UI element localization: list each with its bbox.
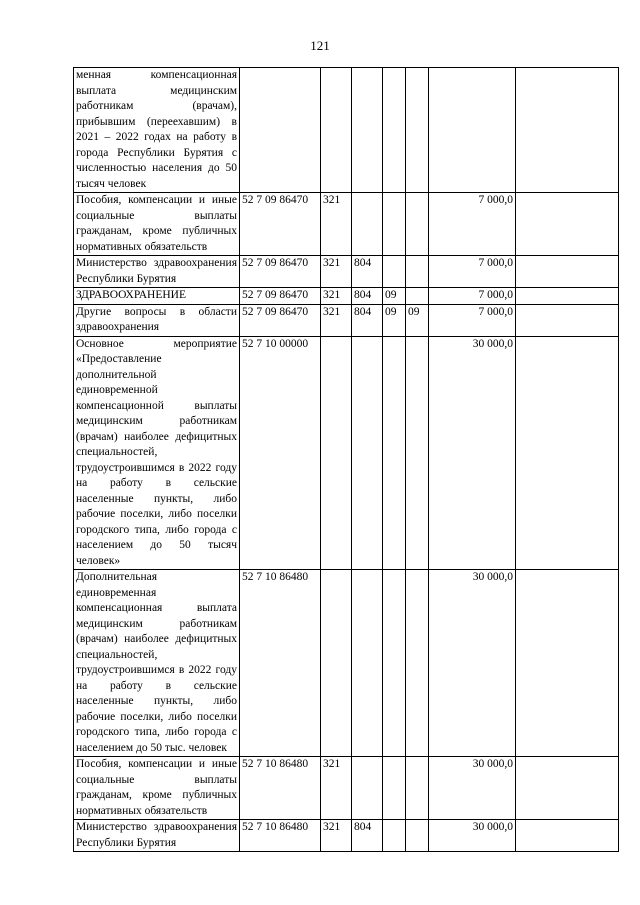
ministry-code: 804 xyxy=(352,820,383,852)
amount: 30 000,0 xyxy=(429,336,516,570)
subsection-code xyxy=(406,193,429,256)
row-name: Министерство здравоохранения Республики Бурятия xyxy=(74,256,240,288)
subsection-code xyxy=(406,256,429,288)
target-article-code: 52 7 10 86480 xyxy=(240,757,321,820)
extra-cell xyxy=(516,336,619,570)
section-code xyxy=(383,68,406,193)
ministry-code xyxy=(352,68,383,193)
subsection-code xyxy=(406,336,429,570)
extra-cell xyxy=(516,304,619,336)
subsection-code xyxy=(406,288,429,305)
table-row xyxy=(74,68,619,193)
section-code xyxy=(383,193,406,256)
row-name: Основное мероприятие «Предоставление дополнительной единовременной компенсационной выплаты медицинским работникам (врачам) наиболее дефицитных специальностей, трудоустроившимся в 2022 году на работу в сельские населенные пункты, либо рабочие поселки, либо поселки городского типа, либо города с населением до 50 тысяч человек» xyxy=(74,336,240,570)
expense-type: 321 xyxy=(321,288,352,305)
table-row xyxy=(74,820,619,852)
ministry-code xyxy=(352,757,383,820)
ministry-code: 804 xyxy=(352,304,383,336)
section-code: 09 xyxy=(383,304,406,336)
subsection-code xyxy=(406,757,429,820)
amount: 30 000,0 xyxy=(429,757,516,820)
row-name: менная компенсационная выплата медицинским работникам (врачам), прибывшим (переехавшим) в 2021 – 2022 годах на работу в города Республики Бурятия с численностью населения до 50 тысяч человек xyxy=(74,68,240,193)
table-row xyxy=(74,256,619,288)
target-article-code: 52 7 09 86470 xyxy=(240,304,321,336)
subsection-code xyxy=(406,570,429,757)
table-row xyxy=(74,570,619,757)
amount xyxy=(429,68,516,193)
table-row xyxy=(74,304,619,336)
row-name: Дополнительная единовременная компенсационная выплата медицинским работникам (врачам) наиболее дефицитных специальностей, трудоустроившимся в 2022 году на работу в сельские населенные пункты, либо рабочие поселки, либо поселки городского типа, либо города с населением до 50 тыс. человек xyxy=(74,570,240,757)
section-code xyxy=(383,336,406,570)
row-name: Пособия, компенсации и иные социальные выплаты гражданам, кроме публичных нормативных обязательств xyxy=(74,193,240,256)
section-code xyxy=(383,570,406,757)
amount: 30 000,0 xyxy=(429,820,516,852)
target-article-code: 52 7 09 86470 xyxy=(240,193,321,256)
target-article-code xyxy=(240,68,321,193)
expense-type: 321 xyxy=(321,256,352,288)
ministry-code xyxy=(352,570,383,757)
ministry-code: 804 xyxy=(352,256,383,288)
extra-cell xyxy=(516,68,619,193)
expense-type xyxy=(321,570,352,757)
amount: 7 000,0 xyxy=(429,256,516,288)
amount: 7 000,0 xyxy=(429,304,516,336)
extra-cell xyxy=(516,757,619,820)
section-code: 09 xyxy=(383,288,406,305)
subsection-code xyxy=(406,68,429,193)
extra-cell xyxy=(516,570,619,757)
section-code xyxy=(383,757,406,820)
row-name: Министерство здравоохранения Республики Бурятия xyxy=(74,820,240,852)
ministry-code xyxy=(352,336,383,570)
subsection-code xyxy=(406,820,429,852)
row-name: ЗДРАВООХРАНЕНИЕ xyxy=(74,288,240,305)
target-article-code: 52 7 09 86470 xyxy=(240,288,321,305)
ministry-code xyxy=(352,193,383,256)
target-article-code: 52 7 10 86480 xyxy=(240,820,321,852)
target-article-code: 52 7 10 86480 xyxy=(240,570,321,757)
page-number: 121 xyxy=(310,38,330,53)
target-article-code: 52 7 10 00000 xyxy=(240,336,321,570)
amount: 7 000,0 xyxy=(429,193,516,256)
row-name: Другие вопросы в области здравоохранения xyxy=(74,304,240,336)
amount: 7 000,0 xyxy=(429,288,516,305)
extra-cell xyxy=(516,820,619,852)
expense-type: 321 xyxy=(321,193,352,256)
subsection-code: 09 xyxy=(406,304,429,336)
table-row xyxy=(74,757,619,820)
expense-type xyxy=(321,68,352,193)
table-row xyxy=(74,288,619,305)
extra-cell xyxy=(516,256,619,288)
expense-type: 321 xyxy=(321,820,352,852)
expense-type: 321 xyxy=(321,757,352,820)
target-article-code: 52 7 09 86470 xyxy=(240,256,321,288)
row-name: Пособия, компенсации и иные социальные выплаты гражданам, кроме публичных нормативных обязательств xyxy=(74,757,240,820)
section-code xyxy=(383,256,406,288)
amount: 30 000,0 xyxy=(429,570,516,757)
table-row xyxy=(74,193,619,256)
extra-cell xyxy=(516,193,619,256)
section-code xyxy=(383,820,406,852)
ministry-code: 804 xyxy=(352,288,383,305)
budget-table xyxy=(73,67,619,852)
extra-cell xyxy=(516,288,619,305)
expense-type: 321 xyxy=(321,304,352,336)
expense-type xyxy=(321,336,352,570)
table-row xyxy=(74,336,619,570)
